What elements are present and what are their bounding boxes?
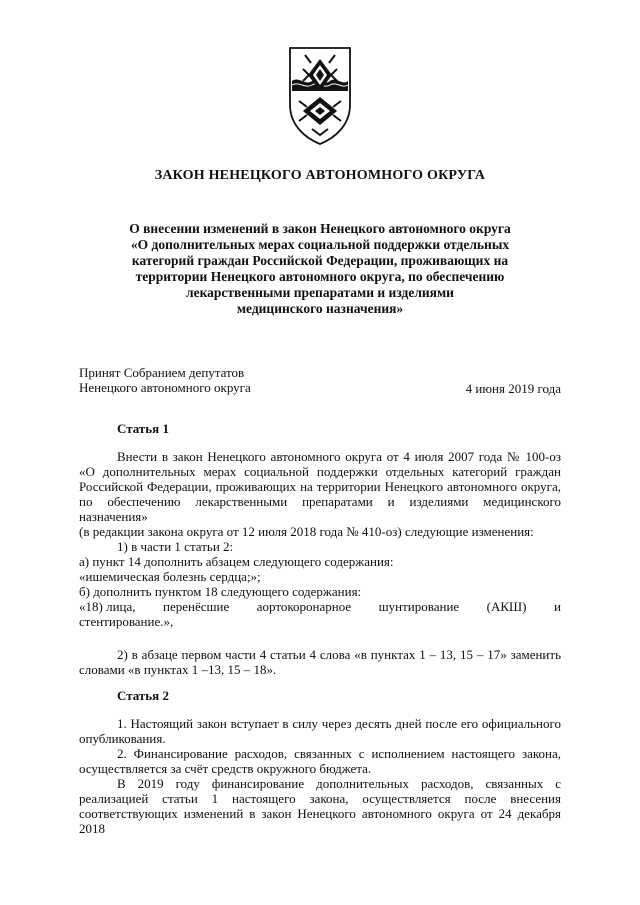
document-subtitle <box>100 221 540 317</box>
article-1-heading: Статья 1 <box>117 421 169 436</box>
text-line: Российской Федерации, проживающих на территории Ненецкого автономного округа, <box>79 479 561 494</box>
word: «18) лица, <box>79 599 136 614</box>
text-line: В 2019 году финансирование дополнительных расходов, связанных с <box>117 776 561 791</box>
text-line: 1) в части 1 статьи 2: <box>117 539 234 554</box>
text-line: Внести в закон Ненецкого автономного округа от 4 июля 2007 года № 100-оз <box>117 449 561 464</box>
text-line: 2. Финансирование расходов, связанных с исполнением настоящего закона, <box>117 746 561 761</box>
text-line: реализацией статьи 1 настоящего закона, осуществляется после внесения <box>79 791 561 806</box>
text-line: а) пункт 14 дополнить абзацем следующего содержания: <box>79 554 394 569</box>
text-line: словами «в пунктах 1 –13, 15 – 18». <box>79 662 277 677</box>
text-line <box>79 599 561 614</box>
text-line: (в редакции закона округа от 12 июля 2018 года № 410-оз) следующие изменения: <box>79 524 534 539</box>
word: перенёсшие <box>163 599 230 614</box>
article-1-item-1 <box>79 539 561 629</box>
text-line: соответствующих изменений в закон Ненецкого автономного округа от 24 декабря 2018 <box>79 806 561 836</box>
word: аортокоронарное <box>256 599 352 614</box>
coat-of-arms-icon <box>287 45 353 147</box>
text-line: осуществляется за счёт средств окружного бюджета. <box>79 761 372 776</box>
subtitle-line: категорий граждан Российской Федерации, проживающих на <box>131 253 509 268</box>
article-2-text <box>79 716 561 836</box>
adoption-date: 4 июня 2019 года <box>465 381 561 396</box>
article-1-intro <box>79 449 561 539</box>
text-line: б) дополнить пунктом 18 следующего содержания: <box>79 584 362 599</box>
text-line: стентирование.», <box>79 614 174 629</box>
subtitle-line: «О дополнительных мерах социальной поддержки отдельных <box>130 237 510 252</box>
word: и <box>554 599 561 614</box>
text-line: по обеспечению лекарственными препаратами и изделиями медицинского назначения» <box>79 494 561 524</box>
subtitle-line: территории Ненецкого автономного округа, по обеспечению <box>135 269 505 284</box>
adoption-block <box>79 365 279 395</box>
text-line: опубликования. <box>79 731 166 746</box>
adoption-line: Принят Собранием депутатов <box>79 365 245 380</box>
article-2-heading: Статья 2 <box>117 688 169 703</box>
subtitle-line: О внесении изменений в закон Ненецкого автономного округа <box>129 221 511 236</box>
text-line: 1. Настоящий закон вступает в силу через десять дней после его официального <box>117 716 561 731</box>
text-line: 2) в абзаце первом части 4 статьи 4 слова «в пунктах 1 – 13, 15 – 17» заменить <box>117 647 561 662</box>
adoption-line: Ненецкого автономного округа <box>79 380 251 395</box>
subtitle-line: лекарственными препаратами и изделиями <box>186 285 454 300</box>
word: шунтирование <box>378 599 460 614</box>
article-1-item-2 <box>79 647 561 677</box>
text-line: «ишемическая болезнь сердца;»; <box>79 569 261 584</box>
subtitle-line: медицинского назначения» <box>236 301 404 316</box>
document-title: ЗАКОН НЕНЕЦКОГО АВТОНОМНОГО ОКРУГА <box>154 168 486 183</box>
text-line: «О дополнительных мерах социальной поддержки отдельных категорий граждан <box>79 464 561 479</box>
word: (АКШ) <box>486 599 527 614</box>
